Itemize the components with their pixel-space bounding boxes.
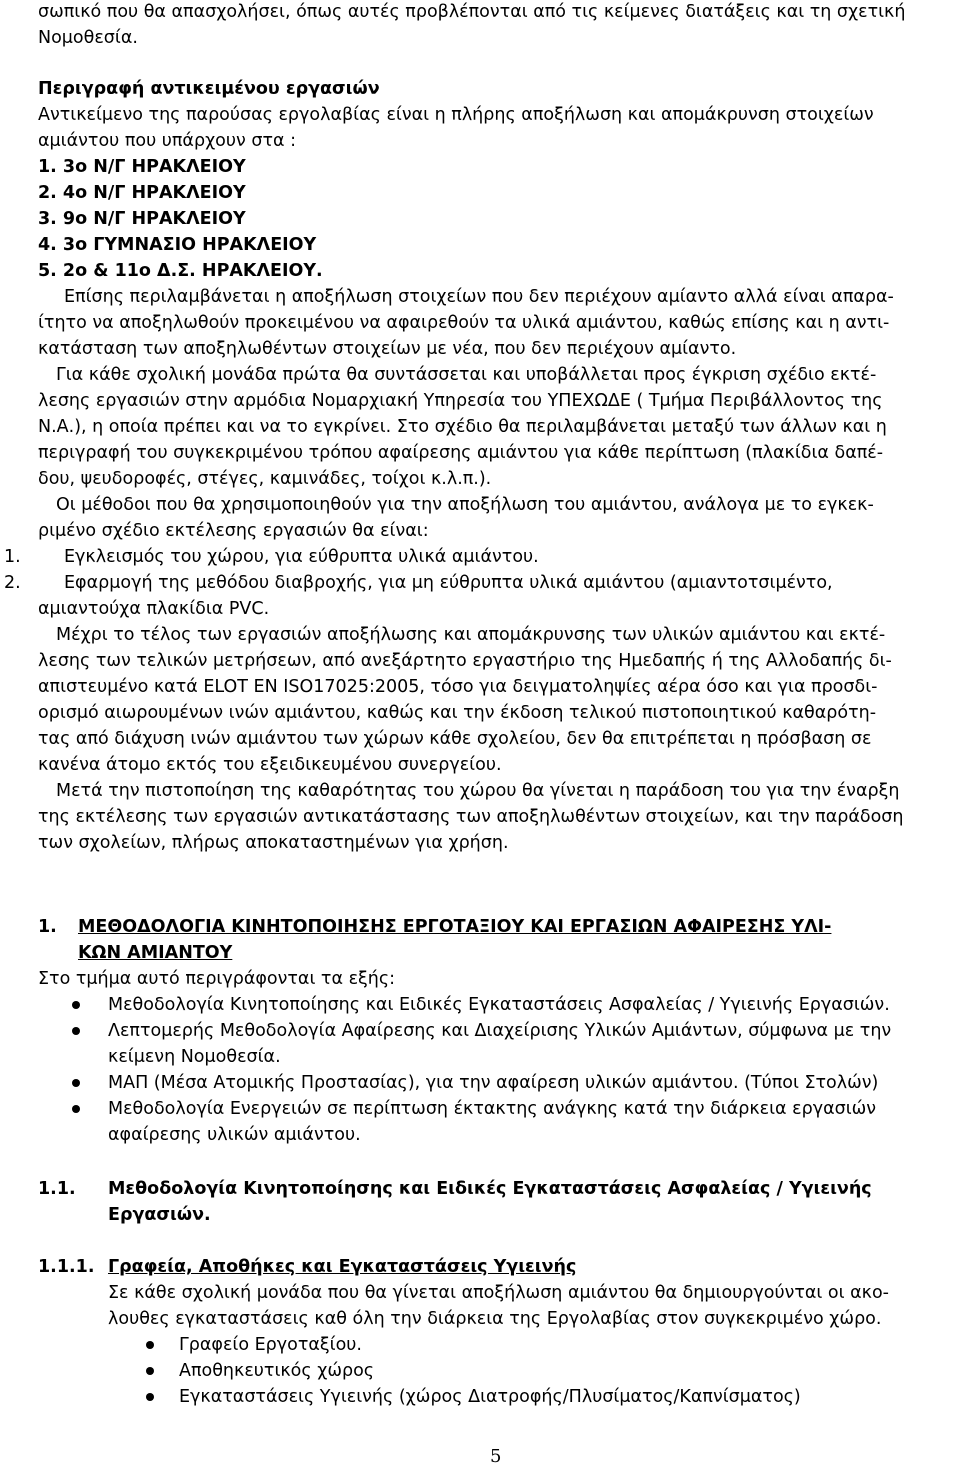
subsection-text: λουθες εγκαταστάσεις καθ όλη την διάρκεια της Εργολαβίας στον συγκεκριμένο χώρο. (108, 1309, 882, 1329)
paragraph-line: κανένα άτομο εκτός του εξειδικευμένου συνεργείου. (38, 755, 502, 775)
paragraph-line: λεσης των τελικών μετρήσεων, από ανεξάρτητο εργαστήριο της Ημεδαπής ή της Αλλοδαπής δι- (38, 651, 892, 671)
intro-line: σωπικό που θα απασχολήσει, όπως αυτές προβλέπονται από τις κείμενες διατάξεις και τη σχετική (38, 2, 906, 22)
section-title: Εργασιών. (108, 1205, 211, 1225)
chapter-intro: Στο τμήμα αυτό περιγράφονται τα εξής: (38, 969, 396, 989)
bullet-text: Μεθοδολογία Κινητοποίησης και Ειδικές Εγκαταστάσεις Ασφαλείας / Υγιεινής Εργασιών. (108, 995, 890, 1015)
bullet-text: ΜΑΠ (Μέσα Ατομικής Προστασίας), για την αφαίρεση υλικών αμιάντου. (Τύποι Στολών) (108, 1073, 879, 1093)
subsection-text: Σε κάθε σχολική μονάδα που θα γίνεται αποξήλωση αμιάντου θα δημιουργούνται οι ακο- (108, 1283, 889, 1303)
facility-item: Γραφείο Εργοταξίου. (179, 1335, 362, 1355)
school-item: 4. 3ο ΓΥΜΝΑΣΙΟ ΗΡΑΚΛΕΙΟΥ (38, 235, 317, 255)
bullet-icon (146, 1367, 154, 1375)
bullet-icon (146, 1341, 154, 1349)
bullet-text: Λεπτομερής Μεθοδολογία Αφαίρεσης και Διαχείρισης Υλικών Αμιάντων, σύμφωνα με την (108, 1021, 892, 1041)
paragraph-line: ορισμό αιωρουμένων ινών αμιάντου, καθώς και την έκδοση τελικού πιστοποιητικού καθαρότη- (38, 703, 877, 723)
chapter-title: ΜΕΘΟΔΟΛΟΓΙΑ ΚΙΝΗΤΟΠΟΙΗΣΗΣ ΕΡΓΟΤΑΞΙΟΥ ΚΑΙ ΕΡΓΑΣΙΩΝ ΑΦΑΙΡΕΣΗΣ ΥΛΙ- (78, 917, 832, 937)
page-number: 5 (490, 1446, 502, 1467)
paragraph-line: της εκτέλεσης των εργασιών αντικατάστασης των αποξηλωθέντων στοιχείων, και την παράδοση (38, 807, 904, 827)
paragraph-line: κατάσταση των αποξηλωθέντων στοιχείων με νέα, που δεν περιέχουν αμίαντο. (38, 339, 737, 359)
chapter-number: 1. (38, 917, 57, 937)
paragraph-line: λεσης εργασιών στην αρμόδια Νομαρχιακή Υπηρεσία του ΥΠΕΧΩΔΕ ( Τμήμα Περιβάλλοντος της (38, 391, 883, 411)
paragraph-line: δου, ψευδοροφές, στέγες, καμινάδες, τοίχοι κ.λ.π.). (38, 469, 492, 489)
facility-item: Αποθηκευτικός χώρος (179, 1361, 375, 1381)
object-line: Αντικείμενο της παρούσας εργολαβίας είναι η πλήρης αποξήλωση και απομάκρυνση στοιχείων (38, 105, 874, 125)
method-text: Εγκλεισμός του χώρου, για εύθρυπτα υλικά αμιάντου. (64, 547, 539, 567)
method-text: αμιαντούχα πλακίδια PVC. (38, 599, 270, 619)
bullet-icon (72, 1001, 80, 1009)
bullet-text: Μεθοδολογία Ενεργειών σε περίπτωση έκτακτης ανάγκης κατά την διάρκεια εργασιών (108, 1099, 877, 1119)
facility-item: Εγκαταστάσεις Υγιεινής (χώρος Διατροφής/Πλυσίματος/Καπνίσματος) (179, 1387, 801, 1407)
subsection-title: Γραφεία, Αποθήκες και Εγκαταστάσεις Υγιεινής (108, 1257, 577, 1277)
bullet-icon (146, 1393, 154, 1401)
section-title: Μεθοδολογία Κινητοποίησης και Ειδικές Εγκαταστάσεις Ασφαλείας / Υγιεινής (108, 1179, 872, 1199)
school-item: 5. 2ο & 11ο Δ.Σ. ΗΡΑΚΛΕΙΟΥ. (38, 261, 323, 281)
chapter-title: ΚΩΝ ΑΜΙΑΝΤΟΥ (78, 943, 233, 963)
paragraph-line: Μέχρι το τέλος των εργασιών αποξήλωσης και απομάκρυνσης των υλικών αμιάντου και εκτέ- (56, 625, 886, 645)
bullet-icon (72, 1027, 80, 1035)
method-number: 1. (4, 547, 21, 567)
paragraph-line: τας από διάχυση ινών αμιάντου των χώρων κάθε σχολείου, δεν θα επιτρέπεται η πρόσβαση σε (38, 729, 872, 749)
paragraph-line: περιγραφή του συγκεκριμένου τρόπου αφαίρεσης αμιάντου για κάθε περίπτωση (πλακίδια δαπέ- (38, 443, 884, 463)
paragraph-line: ριμένο σχέδιο εκτέλεσης εργασιών θα είναι: (38, 521, 429, 541)
school-item: 2. 4ο Ν/Γ ΗΡΑΚΛΕΙΟΥ (38, 183, 246, 203)
bullet-icon (72, 1105, 80, 1113)
method-number: 2. (4, 573, 21, 593)
paragraph-line: Επίσης περιλαμβάνεται η αποξήλωση στοιχείων που δεν περιέχουν αμίαντο αλλά είναι απαρα- (64, 287, 894, 307)
school-item: 1. 3ο Ν/Γ ΗΡΑΚΛΕΙΟΥ (38, 157, 246, 177)
section-number: 1.1. (38, 1179, 76, 1199)
paragraph-line: απιστευμένο κατά ELOT EN ISO17025:2005, τόσο για δειγματοληψίες αέρα όσο και για προσδι- (38, 677, 878, 697)
paragraph-line: Οι μέθοδοι που θα χρησιμοποιηθούν για την αποξήλωση του αμιάντου, ανάλογα με το εγκεκ- (56, 495, 874, 515)
paragraph-line: Μετά την πιστοποίηση της καθαρότητας του χώρου θα γίνεται η παράδοση του για την έναρξη (56, 781, 900, 801)
paragraph-line: των σχολείων, πλήρως αποκαταστημένων για χρήση. (38, 833, 509, 853)
object-line: αμιάντου που υπάρχουν στα : (38, 131, 296, 151)
bullet-text: κείμενη Νομοθεσία. (108, 1047, 281, 1067)
method-text: Εφαρμογή της μεθόδου διαβροχής, για μη εύθρυπτα υλικά αμιάντου (αμιαντοτσιμέντο, (64, 573, 833, 593)
school-item: 3. 9ο Ν/Γ ΗΡΑΚΛΕΙΟΥ (38, 209, 246, 229)
bullet-icon (72, 1079, 80, 1087)
intro-line: Νομοθεσία. (38, 28, 138, 48)
section-heading: Περιγραφή αντικειμένου εργασιών (38, 79, 380, 99)
bullet-text: αφαίρεσης υλικών αμιάντου. (108, 1125, 361, 1145)
paragraph-line: Ν.Α.), η οποία πρέπει και να το εγκρίνει. Στο σχέδιο θα περιλαμβάνεται μεταξύ των άλλων και η (38, 417, 887, 437)
subsection-number: 1.1.1. (38, 1257, 95, 1277)
paragraph-line: Για κάθε σχολική μονάδα πρώτα θα συντάσσεται και υποβάλλεται προς έγκριση σχέδιο εκτέ- (56, 365, 877, 385)
paragraph-line: ίτητο να αποξηλωθούν προκειμένου να αφαιρεθούν τα υλικά αμιάντου, καθώς επίσης και η αντι- (38, 313, 890, 333)
